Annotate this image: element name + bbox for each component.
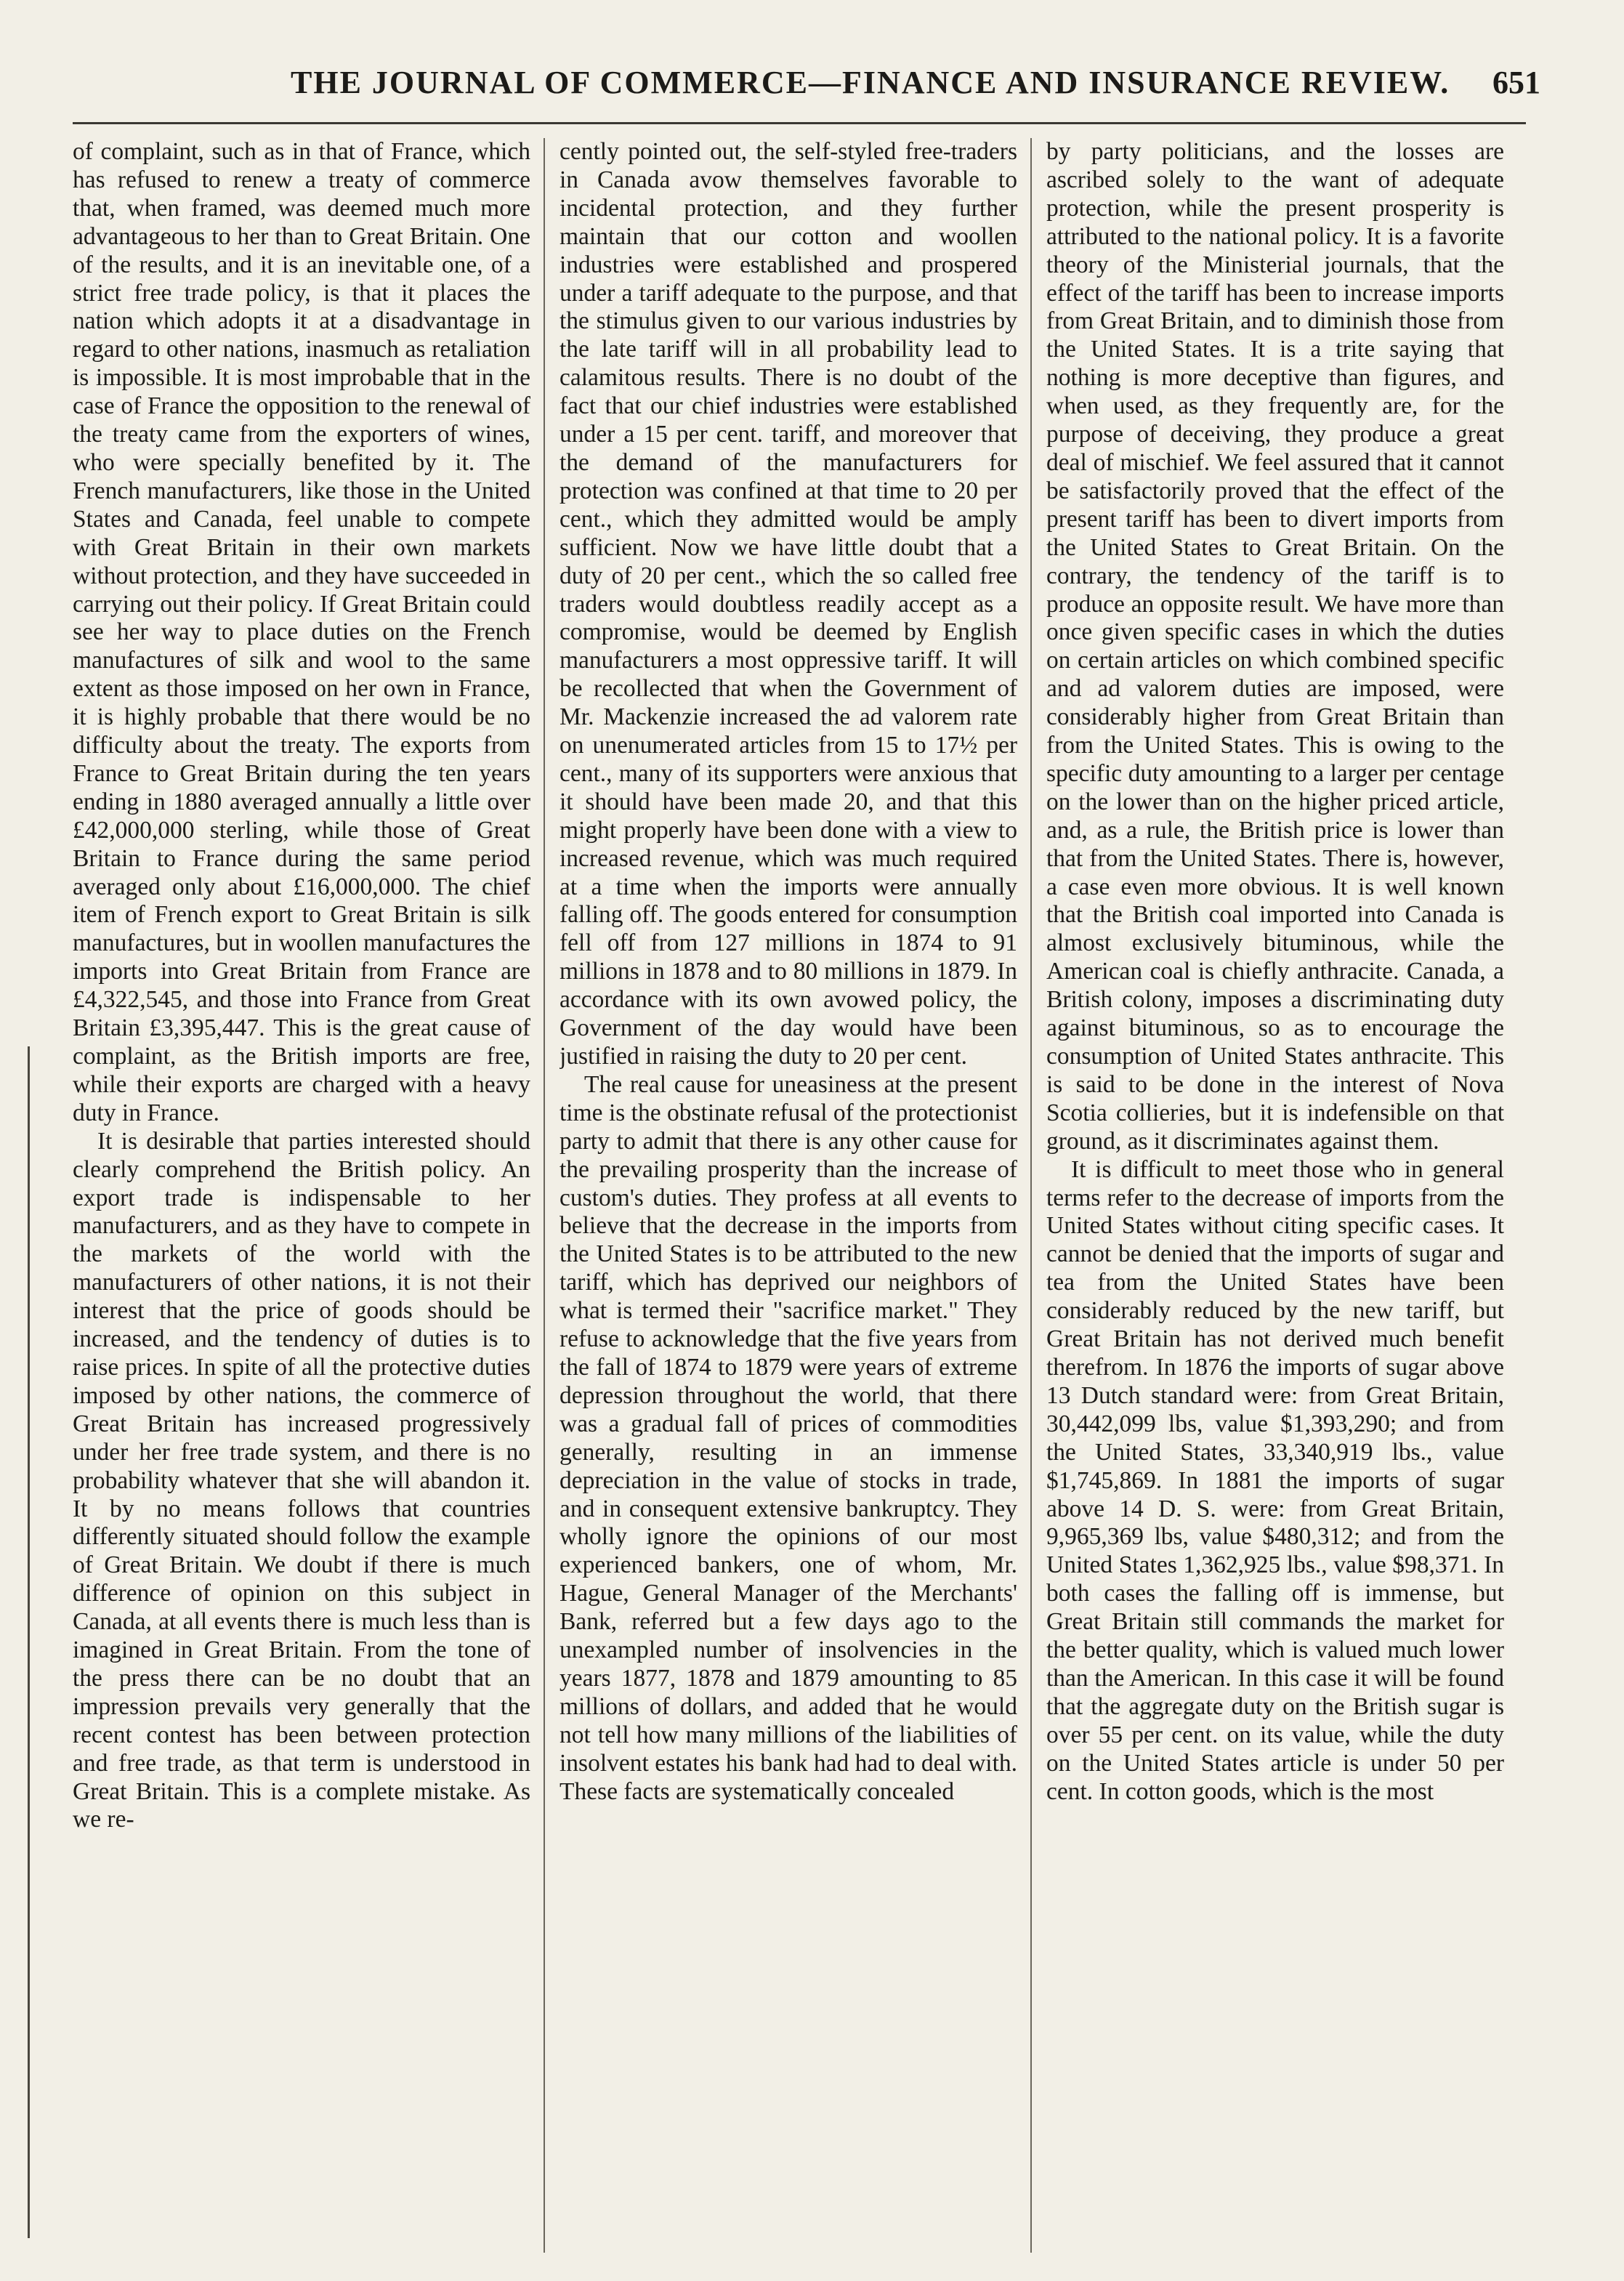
column-1-paragraph-1: of complaint, such as in that of France, which has refused to renew a treaty of commerce that, when framed, was deemed much more advantageous to her than to Great Britain. One of the results, and it is an inevitable one, of a strict free trade policy, is that it places the nation which adopts it at a disadvantage in regard to other nations, inasmuch as retaliation is impossible. It is most improbable that in the case of France the opposition to the renewal of the treaty came from the exporters of wines, who were specially benefited by it. The French manufacturers, like those in the United States and Canada, feel unable to compete with Great Britain in their own markets without protection, and they have succeeded in carrying out their policy. If Great Britain could see her way to place duties on the French manufactures of silk and wool to the same extent as those imposed on her own in France, it is highly probable that there would be no difficulty about the treaty. The exports from France to Great Britain during the ten years ending in 1880 averaged annually a little over £42,000,000 sterling, while those of Great Britain to France during the same period averaged only about £16,000,000. The chief item of French export to Great Britain is silk manufactures, but in woollen manufactures the imports into Great Britain from France are £4,322,545, and those into France from Great Britain £3,395,447. This is the great cause of complaint, as the British imports are free, while their exports are charged with a heavy duty in France. [73, 138, 530, 1126]
header-rule [73, 122, 1526, 124]
column-2-paragraph-2: The real cause for uneasiness at the present time is the obstinate refusal of the protectionist party to admit that there is any other cause for the prevailing prosperity than the increase of custom's duties. They profess at all events to believe that the decrease in the imports from the United States is to be attributed to the new tariff, which has deprived our neighbors of what is termed their "sacrifice market." They refuse to acknowledge that the five years from the fall of 1874 to 1879 were years of extreme depression throughout the world, that there was a gradual fall of prices of commodities generally, resulting in an immense depreciation in the value of stocks in trade, and in consequent extensive bankruptcy. They wholly ignore the opinions of our most experienced bankers, one of whom, Mr. Hague, General Manager of the Merchants' Bank, referred but a few days ago to the unexampled number of insolvencies in the years 1877, 1878 and 1879 amounting to 85 millions of dollars, and added that he would not tell how many millions of the liabilities of insolvent estates his bank had had to deal with. These facts are systematically concealed [559, 1070, 1017, 1805]
running-title: THE JOURNAL OF COMMERCE—FINANCE AND INSURANCE REVIEW. [291, 65, 1450, 100]
column-3-paragraph-2: It is difficult to meet those who in general terms refer to the decrease of imports from the United States without citing specific cases. It cannot be denied that the imports of sugar and tea from the United States have been considerably reduced by the new tariff, but Great Britain has not derived much benefit therefrom. In 1876 the imports of sugar above 13 Dutch standard were: from Great Britain, 30,442,099 lbs, value $1,393,290; and from the United States, 33,340,919 lbs., value $1,745,869. In 1881 the imports of sugar above 14 D. S. were: from Great Britain, 9,965,369 lbs, value $480,312; and from the United States 1,362,925 lbs., value $98,371. In both cases the falling off is immense, but Great Britain still commands the market for the better quality, which is valued much lower than the American. In this case it will be found that the aggregate duty on the British sugar is over 55 per cent. on its value, while the duty on the United States article is under 50 per cent. In cotton goods, which is the most [1046, 1155, 1504, 1805]
column-2-paragraph-1: cently pointed out, the self-styled free-traders in Canada avow themselves favorable to incidental protection, and they further maintain that our cotton and woollen industries were established and prospered under a tariff adequate to the purpose, and that the stimulus given to our various industries by the late tariff will in all probability lead to calamitous results. There is no doubt of the fact that our chief industries were established under a 15 per cent. tariff, and moreover that the demand of the manufacturers for protection was confined at that time to 20 per cent., which they admitted would be amply sufficient. Now we have little doubt that a duty of 20 per cent., which the so called free traders would doubtless readily accept as a compromise, would be deemed by English manufacturers a most oppressive tariff. It will be recollected that when the Government of Mr. Mackenzie increased the ad valorem rate on unenumerated articles from 15 to 17½ per cent., many of its supporters were anxious that it should have been made 20, and that this might properly have been done with a view to increased revenue, which was much required at a time when the imports were annually falling off. The goods entered for consumption fell off from 127 millions in 1874 to 91 millions in 1878 and to 80 millions in 1879. In accordance with its own avowed policy, the Government of the day would have been justified in raising the duty to 20 per cent. [559, 138, 1017, 1070]
column-2 [559, 138, 1017, 2260]
column-3 [1046, 138, 1504, 2260]
page-number: 651 [1492, 65, 1540, 100]
column-1 [73, 138, 530, 2260]
column-1-paragraph-2: It is desirable that parties interested should clearly comprehend the British policy. An export trade is indispensable to her manufacturers, and as they have to compete in the markets of the world with the manufacturers of other nations, it is not their interest that the price of goods should be increased, and the tendency of duties is to raise prices. In spite of all the protective duties imposed by other nations, the commerce of Great Britain has increased progressively under her free trade system, and there is no probability whatever that she will abandon it. It by no means follows that countries differently situated should follow the example of Great Britain. We doubt if there is much difference of opinion on this subject in Canada, at all events there is much less than is imagined in Great Britain. From the tone of the press there can be no doubt that an impression prevails very generally that the recent contest has been between protection and free trade, as that term is understood in Great Britain. This is a complete mistake. As we re- [73, 1127, 530, 1833]
column-divider-2 [1030, 138, 1032, 2253]
column-3-paragraph-1: by party politicians, and the losses are ascribed solely to the want of adequate protection, while the present prosperity is attributed to the national policy. It is a favorite theory of the Ministerial journals, that the effect of the tariff has been to increase imports from Great Britain, and to diminish those from the United States. It is a trite saying that nothing is more deceptive than figures, and when used, as they frequently are, for the purpose of deceiving, they produce a great deal of mischief. We feel assured that it cannot be satisfactorily proved that the effect of the present tariff has been to divert imports from the United States to Great Britain. On the contrary, the tendency of the tariff is to produce an opposite result. We have more than once given specific cases in which the duties on certain articles on which combined specific and ad valorem duties are imposed, were considerably higher from Great Britain than from the United States. This is owing to the specific duty amounting to a larger per centage on the lower than on the higher priced article, and, as a rule, the British price is lower than that from the United States. There is, however, a case even more obvious. It is well known that the British coal imported into Canada is almost exclusively bituminous, while the American coal is chiefly anthracite. Canada, a British colony, imposes a discriminating duty against bituminous, so as to encourage the consumption of United States anthracite. This is said to be done in the interest of Nova Scotia collieries, but it is indefensible on that ground, as it discriminates against them. [1046, 138, 1504, 1155]
column-divider-1 [544, 138, 545, 2253]
page-header [291, 64, 1540, 108]
binding-edge [28, 1046, 30, 2238]
